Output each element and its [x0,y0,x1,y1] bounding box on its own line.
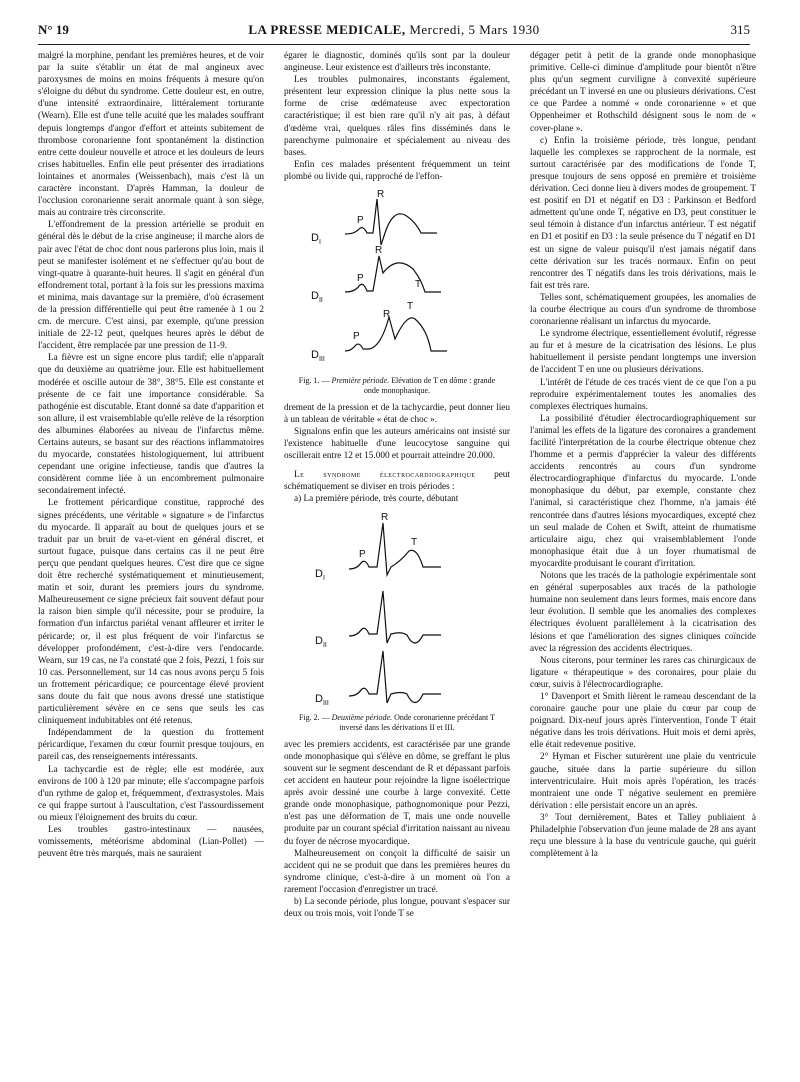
paragraph: malgré la morphine, pendant les premières heures, et de voir par la suite s'établir un état de mal angineux avec paroxysmes de moins en moins fréquents à mesure qu'on s'éloigne du début du syndrome. Cette douleur est, en outre, d'une intensité extraordinaire, littéralement torturante (Wearn). Elle est d'une telle acuité que les malades souffrant depuis longtemps d'angor d'effort et atteints subitement de thrombose coronarienne font spontanément la distinction entre cette douleur nouvelle et atroce et les douleurs de leurs crises habituelles. Enfin elle peut présenter des irradiations lointaines et anormales (Weissenbach), mais c'est là un caractère inconstant. D'après Hamman, la douleur de l'occlusion coronarienne serait anormale quant à son siège, mais au contraire très circonscrite. [38,51,264,219]
paragraph: La tachycardie est de règle; elle est modérée, aux environs de 100 à 120 par minute; elle s'accompagne parfois d'un rythme de galop et, fréquemment, d'extrasystoles. Mais ce qui frappe surtout à l'auscultation, c'est l'assourdissement ou mieux l'éloignement des bruits du cœur. [38,764,264,823]
wave-label-r: R [375,245,383,257]
wave-label-p: P [357,215,364,227]
paragraph: drement de la pression et de la tachycardie, peut donner lieu à un tableau de véritable « état de choc ». [284,403,510,426]
page-header [38,22,750,42]
section-heading: Le syndrome électrocardiographique [294,469,476,480]
issue-number: N° 19 [38,22,69,37]
paragraph: Signalons enfin que les auteurs américains ont insisté sur l'existence habituelle d'une leucocytose sanguine qui oscillerait entre 12 et 15.000 et pourrait atteindre 20.000. [284,427,510,462]
paragraph: 3° Tout dernièrement, Bates et Talley publiaient à Philadelphie l'observation d'un jeune malade de 28 ans ayant reçu une blessure à la base du ventricule gauche, qui guérit complètement à la [530,812,756,860]
caption-text: Elévation de T en dôme : grande onde monophasique. [363,376,496,396]
wave-label-p: P [353,331,360,343]
paragraph: L'intérêt de l'étude de ces tracés vient de ce que l'on a pu reproduire expérimentalement toutes les anomalies des complexes électriques humains. [530,377,756,412]
paragraph: 2° Hyman et Fischer suturèrent une plaie du ventricule gauche, située dans la partie supérieure du sillon interventriculaire. Huit mois après l'opération, les tracés montraient une onde T négative seulement en première dérivation : elle persistait encore un an après. [530,752,756,811]
journal-title: LA PRESSE MEDICALE, Mercredi, 5 Mars 1930 [248,22,540,37]
paragraph: a) La première période, très courte, débutant [294,493,459,504]
ecg-trace-d2 [349,591,441,643]
paragraph: égarer le diagnostic, dominés qu'ils sont par la douleur angineuse. Leur existence est d'ailleurs très inconstante. [284,51,510,74]
lead-label: $D_I$ [311,232,321,247]
wave-label-r: R [377,189,385,201]
wave-label-t: T [407,301,414,313]
paragraph: Les troubles pulmonaires, inconstants également, présentent leur expression clinique la plus nette sous la forme de crise œdémateuse avec expectoration caractéristique; il est bien rare qu'il n'y ait pas, à défaut d'œdème vrai, quelques râles fins disséminés dans le parenchyme pulmonaire et spécialement au niveau des bases. [284,75,510,158]
column-1 [38,50,264,860]
figure-2 [284,511,510,733]
lead-label: $D_{II}$ [311,290,323,305]
lead-label: $D_I$ [315,567,325,582]
wave-label-p: P [359,548,366,560]
figure-1-caption [292,376,502,396]
caption-label: Fig. 2. — [298,712,330,722]
paragraph: Les troubles gastro-intestinaux — nausées, vomissements, météorisme abdominal (Lian-Pollet) — peuvent être très marqués, mais ne sauraient [38,825,264,860]
caption-label: Fig. 1. — [298,376,330,386]
paragraph: Telles sont, schématiquement groupées, les anomalies de la courbe électrique au cours d'un syndrome de thrombose coronarienne réalisant un infarctus du myocarde. [530,292,756,328]
paragraph: Nous citerons, pour terminer les rares cas chirurgicaux de ligature « thérapeutique » des coronaires, pour plaie du cœur, suivis à l'électrocardiographe. [530,655,756,690]
figure-1-ecg-tracings [297,189,497,374]
figure-2-caption [292,713,502,733]
page-number: 315 [730,22,750,37]
paragraph [284,469,510,493]
column-2 [284,50,510,920]
paragraph: 1° Davenport et Smith lièrent le rameau descendant de la coronaire gauche pour une plaie du cœur par coup de poignard. Dix-neuf jours après l'intervention, l'onde T était négative dans les trois dérivations. Huit mois et demi après, elle était redevenue positive. [530,691,756,751]
paragraph: b) La seconde période, plus longue, pouvant s'espacer sur deux ou trois mois, voit l'onde T se [284,897,510,920]
lead-label: $D_{III}$ [311,349,325,364]
paragraph-text: peut schématiquement se diviser en trois périodes : [284,469,510,492]
wave-label-r: R [383,309,391,321]
paragraph: La fièvre est un signe encore plus tardif; elle n'apparaît que du deuxième au quatrième jour. Elle est habituellement modérée et oscille autour de 38°, 38°5. Elle est constante et présente de ce fait une importance considérable. Sa pathogénie est discutable. Etant donné sa date d'apparition et son allure, il est vraisemblable qu'elle relève de la résorption des albumines élaborées au niveau de l'infarctus même. Certains auteurs, se basant sur des réactions inflammatoires du myocarde, constatées histologiquement, lui attribuent cependant une origine infectieuse, tandis que d'autres la considèrent comme liée à un encombrement pulmonaire secondairement infecté. [38,353,264,497]
lead-label: $D_{II}$ [315,634,327,649]
lead-label: $D_{III}$ [315,692,329,707]
caption-italic: Deuxième période. [331,712,393,722]
paragraph: Le frottement péricardique constitue, rapproché des signes précédents, une véritable « signature » de l'infarctus du myocarde. Il apparaît au bout de quelques jours et se traduit par un bruit de va-et-vient en général discret, et surtout fugace, puisque dans certains cas il ne peut être perçu que pendant quelques heures. C'est dire que ce signe doit être recherché systématiquement et minutieusement, matin et soir, durant les premiers jours du syndrome. Malheureusement ce signe précieux fait souvent défaut pour la raison bien simple qu'il nécessite, pour se produire, la formation d'un infarctus pariétal venant affleurer et irriter le péricarde; or, il est plus fréquent de voir l'infarctus se développer profondément, c'est-à-dire vers l'endocarde. Wearn, sur 19 cas, ne l'a constaté que 2 fois, Pezzi, 1 fois sur 10 cas. Personnellement, sur 14 cas nous avons perçu 5 fois un frottement péricardique; ce pourcentage élevé provient sans doute du fait que nous avons dressé une statistique particulièrement sévère en ce sens que seuls les cas cliniquement indubitables ont été retenus. [38,498,264,727]
wave-label-r: R [381,511,389,523]
journal-name: LA PRESSE MEDICALE [248,22,402,37]
header-rule [38,44,750,45]
paragraph: dégager petit à petit de la grande onde monophasique primitive. Celle-ci diminue d'amplitude pour bientôt n'être plus qu'un segment curviligne à convexité supérieure précédant un T inversé en une ou plusieurs dérivations. C'est ce que Pardee a nommé « onde coronarienne » et que Oppenheimer et Rothschild désignent sous le nom de « cover-plane ». [530,51,756,134]
paragraph: L'effondrement de la pression artérielle se produit en général dès le début de la crise angineuse; il marche alors de pair avec l'état de choc dont nous parlerons plus loin, mais il peut se manifester isolément et ne s'effectuer qu'au bout de vingt-quatre à quarante-huit heures. Il s'agit en général d'un effondrement total, portant à la fois sur les pressions maxima et minima, mais davantage sur la première, d'où écrasement de la pression différentielle qui peut être ramenée à 1 ou 2 cm. de mercure. C'est ainsi, par exemple, qu'une pression initiale de 22-12 peut, quelques heures après le début de l'accident, être remplacée par une pression de 11-9. [38,220,264,352]
ecg-trace-d3 [345,317,447,351]
figure-1 [284,189,510,396]
column-3 [530,50,756,860]
paragraph: Notons que les tracés de la pathologie expérimentale sont en général superposables aux tracés de la pathologie humaine non seulement dans leurs formes, mais encore dans leur évolution. Il semble que les anomalies des complexes électriques évoluent parallèlement à la cicatrisation des lésions et que l'amélioration des signes cliniques coïncide avec la régression des accidents électriques. [530,571,756,654]
caption-italic: Première période. [331,376,390,386]
wave-label-p: P [357,273,364,285]
paragraph: Enfin ces malades présentent fréquemment un teint plombé ou livide qui, rapproché de l'effon- [284,159,510,182]
paragraph: Indépendamment de la question du frottement péricardique, l'examen du cœur fournit presque toujours, en pareil cas, des renseignements intéressants. [38,728,264,763]
paragraph: c) Enfin la troisième période, très longue, pendant laquelle les complexes se rapprochent de la normale, est surtout caractérisée par des modifications de l'onde T, presque toujours de sens opposé en première et troisième dérivation. Ceci donne lieu à divers modes de groupement. T est positif en D1 et négatif en D3 : Parkinson et Bedford admettent qu'une onde T, négative en D3, peut constituer le seul témoin à distance d'un infarctus antérieur. T est négatif en D1 et positif en D3 : la seule présence du T négatif en D1 est un signe de valeur puisqu'il n'est jamais négatif dans cette dérivation sur les tracés normaux. Enfin on peut rencontrer des T négatifs dans les trois dérivations, mais le fait est très rare. [530,135,756,291]
wave-label-t: T [411,536,418,548]
ecg-trace-d3 [349,651,441,703]
figure-2-ecg-tracings [297,511,497,711]
paragraph: Le syndrome électrique, essentiellement évolutif, régresse au fur et à mesure de la cicatrisation des lésions. Le plus habituellement il persiste pendant longtemps une inversion de l'accident T en une ou plusieurs dérivations. [530,329,756,376]
issue-date: Mercredi, 5 Mars 1930 [409,22,540,37]
wave-label-t: T [415,279,422,291]
paragraph: La possibilité d'étudier électrocardiographiquement sur l'animal les effets de la ligature des coronaires a grandement facilité l'interprétation de la courbe électrique obtenue chez l'homme et a permis d'apprécier la valeur des différents accidents rencontrés au cours d'un syndrome électrocardiographique d'infarctus du myocarde. L'onde monophasique du début, par exemple, constante chez l'animal, si caractéristique chez l'homme, n'a jamais été rencontrée dans d'autres lésions myocardiques, excepté chez un seul malade de Cohen et Swift, atteint de rhumatisme articulaire aigu, chez qui vraisemblablement l'onde monophasique était due à un foyer rhumatismal de myocardite produisant le courant d'irritation. [530,413,756,569]
paragraph: Malheureusement on conçoit la difficulté de saisir un accident qui ne se produit que dans les premières heures du syndrome clinique, c'est-à-dire à un moment où l'on a rarement l'occasion d'enregistrer un tracé. [284,848,510,895]
paragraph: avec les premiers accidents, est caractérisée par une grande onde monophasique qui s'élève en dôme, se greffant le plus souvent sur le segment descendant de R et dépassant parfois cet accident en hauteur pour rejoindre la ligne isoélectrique après avoir dessiné une courbe à large convexité. Cette grande onde monophasique, pathognomonique pour Pezzi, n'est pas une déformation de T, mais une onde nouvelle produite par un courant spécial d'irritation naissant au niveau du foyer de nécrose myocardique. [284,739,510,847]
caption-text: Onde coronarienne précédant T inversé dans les dérivations II et III. [339,712,495,732]
